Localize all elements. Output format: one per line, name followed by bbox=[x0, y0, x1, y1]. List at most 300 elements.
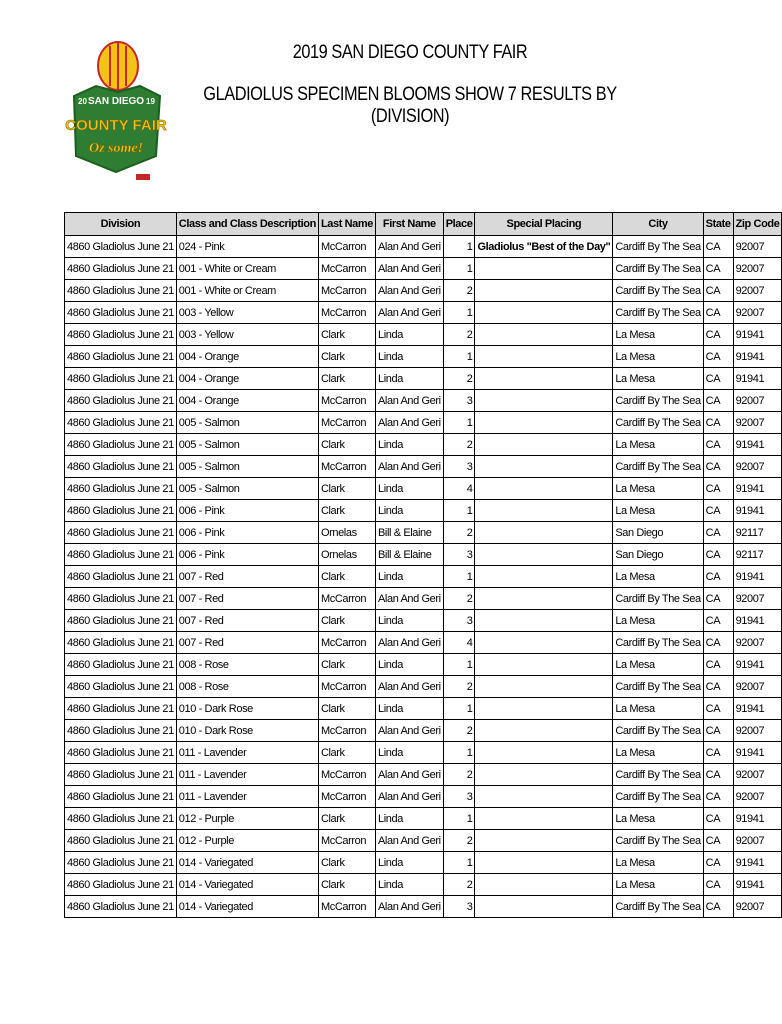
cell-class: 011 - Lavender bbox=[176, 764, 318, 786]
logo-script: Oz some! bbox=[88, 141, 144, 156]
cell-last-name: Clark bbox=[318, 610, 375, 632]
table-row bbox=[65, 258, 782, 280]
cell-state: CA bbox=[703, 830, 733, 852]
cell-state: CA bbox=[703, 566, 733, 588]
cell-place: 1 bbox=[443, 500, 475, 522]
table-row bbox=[65, 236, 782, 258]
cell-last-name: McCarron bbox=[318, 302, 375, 324]
cell-city: La Mesa bbox=[613, 346, 703, 368]
cell-last-name: McCarron bbox=[318, 412, 375, 434]
table-row bbox=[65, 654, 782, 676]
cell-last-name: Clark bbox=[318, 346, 375, 368]
cell-special-placing bbox=[475, 764, 613, 786]
cell-division: 4860 Gladiolus June 21 bbox=[65, 566, 177, 588]
cell-class: 007 - Red bbox=[176, 588, 318, 610]
cell-place: 3 bbox=[443, 896, 475, 918]
col-header-class: Class and Class Description bbox=[176, 213, 318, 236]
results-table bbox=[64, 212, 782, 918]
cell-special-placing bbox=[475, 456, 613, 478]
table-row bbox=[65, 698, 782, 720]
table-row bbox=[65, 324, 782, 346]
cell-place: 3 bbox=[443, 390, 475, 412]
table-row bbox=[65, 610, 782, 632]
cell-first-name: Alan And Geri bbox=[376, 258, 444, 280]
cell-class: 005 - Salmon bbox=[176, 456, 318, 478]
cell-special-placing bbox=[475, 390, 613, 412]
cell-last-name: Clark bbox=[318, 698, 375, 720]
cell-last-name: Clark bbox=[318, 324, 375, 346]
cell-first-name: Linda bbox=[376, 874, 444, 896]
cell-last-name: Clark bbox=[318, 434, 375, 456]
cell-place: 1 bbox=[443, 698, 475, 720]
cell-city: Cardiff By The Sea bbox=[613, 456, 703, 478]
cell-class: 006 - Pink bbox=[176, 500, 318, 522]
cell-special-placing bbox=[475, 566, 613, 588]
cell-division: 4860 Gladiolus June 21 bbox=[65, 280, 177, 302]
cell-place: 1 bbox=[443, 236, 475, 258]
cell-state: CA bbox=[703, 632, 733, 654]
cell-state: CA bbox=[703, 676, 733, 698]
table-row bbox=[65, 302, 782, 324]
cell-class: 003 - Yellow bbox=[176, 324, 318, 346]
cell-first-name: Alan And Geri bbox=[376, 632, 444, 654]
cell-place: 1 bbox=[443, 742, 475, 764]
cell-zip: 91941 bbox=[733, 368, 782, 390]
cell-zip: 92007 bbox=[733, 280, 782, 302]
table-row bbox=[65, 368, 782, 390]
col-header-first-name: First Name bbox=[376, 213, 444, 236]
cell-city: Cardiff By The Sea bbox=[613, 632, 703, 654]
cell-state: CA bbox=[703, 610, 733, 632]
cell-first-name: Alan And Geri bbox=[376, 412, 444, 434]
cell-city: La Mesa bbox=[613, 368, 703, 390]
cell-last-name: Clark bbox=[318, 478, 375, 500]
cell-city: La Mesa bbox=[613, 874, 703, 896]
cell-last-name: Clark bbox=[318, 500, 375, 522]
cell-division: 4860 Gladiolus June 21 bbox=[65, 478, 177, 500]
table-row bbox=[65, 632, 782, 654]
cell-city: La Mesa bbox=[613, 808, 703, 830]
cell-state: CA bbox=[703, 808, 733, 830]
cell-special-placing bbox=[475, 896, 613, 918]
cell-first-name: Linda bbox=[376, 654, 444, 676]
table-row bbox=[65, 478, 782, 500]
cell-place: 4 bbox=[443, 632, 475, 654]
cell-class: 004 - Orange bbox=[176, 368, 318, 390]
cell-first-name: Linda bbox=[376, 610, 444, 632]
table-row bbox=[65, 456, 782, 478]
cell-city: La Mesa bbox=[613, 742, 703, 764]
cell-state: CA bbox=[703, 280, 733, 302]
cell-division: 4860 Gladiolus June 21 bbox=[65, 874, 177, 896]
cell-last-name: McCarron bbox=[318, 676, 375, 698]
table-row bbox=[65, 830, 782, 852]
cell-city: La Mesa bbox=[613, 500, 703, 522]
cell-first-name: Linda bbox=[376, 698, 444, 720]
cell-city: La Mesa bbox=[613, 324, 703, 346]
cell-division: 4860 Gladiolus June 21 bbox=[65, 258, 177, 280]
cell-city: San Diego bbox=[613, 522, 703, 544]
cell-special-placing bbox=[475, 434, 613, 456]
cell-special-placing bbox=[475, 654, 613, 676]
cell-zip: 92007 bbox=[733, 390, 782, 412]
cell-first-name: Alan And Geri bbox=[376, 896, 444, 918]
cell-division: 4860 Gladiolus June 21 bbox=[65, 676, 177, 698]
cell-zip: 92007 bbox=[733, 786, 782, 808]
cell-special-placing bbox=[475, 280, 613, 302]
cell-last-name: McCarron bbox=[318, 896, 375, 918]
cell-last-name: McCarron bbox=[318, 236, 375, 258]
cell-class: 011 - Lavender bbox=[176, 786, 318, 808]
cell-class: 008 - Rose bbox=[176, 676, 318, 698]
cell-zip: 91941 bbox=[733, 478, 782, 500]
col-header-state: State bbox=[703, 213, 733, 236]
cell-last-name: Clark bbox=[318, 654, 375, 676]
cell-place: 3 bbox=[443, 544, 475, 566]
col-header-place: Place bbox=[443, 213, 475, 236]
cell-class: 024 - Pink bbox=[176, 236, 318, 258]
cell-first-name: Alan And Geri bbox=[376, 720, 444, 742]
cell-zip: 91941 bbox=[733, 654, 782, 676]
cell-first-name: Linda bbox=[376, 500, 444, 522]
cell-city: Cardiff By The Sea bbox=[613, 302, 703, 324]
table-row bbox=[65, 544, 782, 566]
cell-special-placing bbox=[475, 852, 613, 874]
col-header-city: City bbox=[613, 213, 703, 236]
cell-last-name: McCarron bbox=[318, 588, 375, 610]
cell-special-placing bbox=[475, 324, 613, 346]
cell-zip: 91941 bbox=[733, 610, 782, 632]
cell-zip: 92007 bbox=[733, 720, 782, 742]
cell-class: 008 - Rose bbox=[176, 654, 318, 676]
cell-place: 1 bbox=[443, 302, 475, 324]
table-row bbox=[65, 588, 782, 610]
cell-last-name: Ornelas bbox=[318, 544, 375, 566]
cell-last-name: Clark bbox=[318, 566, 375, 588]
cell-first-name: Linda bbox=[376, 808, 444, 830]
cell-place: 1 bbox=[443, 654, 475, 676]
cell-zip: 91941 bbox=[733, 698, 782, 720]
cell-division: 4860 Gladiolus June 21 bbox=[65, 544, 177, 566]
col-header-last-name: Last Name bbox=[318, 213, 375, 236]
cell-state: CA bbox=[703, 588, 733, 610]
cell-first-name: Linda bbox=[376, 368, 444, 390]
cell-city: La Mesa bbox=[613, 852, 703, 874]
cell-first-name: Alan And Geri bbox=[376, 588, 444, 610]
table-row bbox=[65, 874, 782, 896]
cell-first-name: Linda bbox=[376, 566, 444, 588]
cell-first-name: Alan And Geri bbox=[376, 280, 444, 302]
cell-state: CA bbox=[703, 544, 733, 566]
cell-special-placing bbox=[475, 478, 613, 500]
cell-city: La Mesa bbox=[613, 654, 703, 676]
cell-state: CA bbox=[703, 346, 733, 368]
cell-zip: 92007 bbox=[733, 258, 782, 280]
table-row bbox=[65, 280, 782, 302]
cell-place: 1 bbox=[443, 412, 475, 434]
page-title-line1: 2019 SAN DIEGO COUNTY FAIR bbox=[292, 42, 528, 63]
cell-first-name: Linda bbox=[376, 434, 444, 456]
cell-state: CA bbox=[703, 412, 733, 434]
cell-place: 3 bbox=[443, 610, 475, 632]
cell-last-name: McCarron bbox=[318, 786, 375, 808]
cell-first-name: Bill & Elaine bbox=[376, 522, 444, 544]
cell-special-placing bbox=[475, 830, 613, 852]
cell-place: 2 bbox=[443, 830, 475, 852]
table-row bbox=[65, 852, 782, 874]
cell-division: 4860 Gladiolus June 21 bbox=[65, 500, 177, 522]
cell-zip: 91941 bbox=[733, 346, 782, 368]
cell-division: 4860 Gladiolus June 21 bbox=[65, 808, 177, 830]
cell-place: 2 bbox=[443, 522, 475, 544]
cell-division: 4860 Gladiolus June 21 bbox=[65, 236, 177, 258]
cell-special-placing bbox=[475, 698, 613, 720]
col-header-zip: Zip Code bbox=[733, 213, 782, 236]
cell-zip: 91941 bbox=[733, 808, 782, 830]
cell-division: 4860 Gladiolus June 21 bbox=[65, 522, 177, 544]
cell-special-placing bbox=[475, 720, 613, 742]
cell-place: 3 bbox=[443, 786, 475, 808]
cell-last-name: Clark bbox=[318, 852, 375, 874]
cell-zip: 91941 bbox=[733, 500, 782, 522]
cell-state: CA bbox=[703, 236, 733, 258]
cell-city: Cardiff By The Sea bbox=[613, 720, 703, 742]
cell-city: La Mesa bbox=[613, 434, 703, 456]
cell-special-placing bbox=[475, 610, 613, 632]
cell-class: 007 - Red bbox=[176, 566, 318, 588]
table-row bbox=[65, 500, 782, 522]
logo-name-top: SAN DIEGO bbox=[87, 96, 145, 107]
cell-state: CA bbox=[703, 434, 733, 456]
cell-state: CA bbox=[703, 742, 733, 764]
cell-place: 1 bbox=[443, 808, 475, 830]
cell-zip: 92007 bbox=[733, 412, 782, 434]
cell-special-placing bbox=[475, 786, 613, 808]
cell-zip: 92007 bbox=[733, 456, 782, 478]
cell-special-placing bbox=[475, 500, 613, 522]
cell-zip: 92007 bbox=[733, 896, 782, 918]
cell-last-name: McCarron bbox=[318, 258, 375, 280]
cell-city: Cardiff By The Sea bbox=[613, 676, 703, 698]
cell-division: 4860 Gladiolus June 21 bbox=[65, 434, 177, 456]
cell-last-name: McCarron bbox=[318, 764, 375, 786]
cell-state: CA bbox=[703, 456, 733, 478]
table-row bbox=[65, 346, 782, 368]
cell-zip: 92007 bbox=[733, 830, 782, 852]
cell-place: 2 bbox=[443, 368, 475, 390]
cell-class: 006 - Pink bbox=[176, 522, 318, 544]
cell-state: CA bbox=[703, 698, 733, 720]
cell-last-name: Clark bbox=[318, 368, 375, 390]
cell-class: 005 - Salmon bbox=[176, 434, 318, 456]
cell-class: 012 - Purple bbox=[176, 808, 318, 830]
cell-special-placing bbox=[475, 522, 613, 544]
table-row bbox=[65, 412, 782, 434]
cell-special-placing bbox=[475, 588, 613, 610]
cell-division: 4860 Gladiolus June 21 bbox=[65, 896, 177, 918]
table-row bbox=[65, 742, 782, 764]
logo-year-right: 19 bbox=[146, 97, 155, 106]
col-header-division: Division bbox=[65, 213, 177, 236]
cell-city: Cardiff By The Sea bbox=[613, 412, 703, 434]
county-fair-logo bbox=[65, 38, 167, 188]
cell-place: 1 bbox=[443, 258, 475, 280]
cell-division: 4860 Gladiolus June 21 bbox=[65, 742, 177, 764]
cell-zip: 91941 bbox=[733, 324, 782, 346]
table-row bbox=[65, 786, 782, 808]
col-header-special-placing: Special Placing bbox=[475, 213, 613, 236]
cell-class: 004 - Orange bbox=[176, 346, 318, 368]
cell-city: Cardiff By The Sea bbox=[613, 830, 703, 852]
cell-first-name: Linda bbox=[376, 324, 444, 346]
cell-state: CA bbox=[703, 654, 733, 676]
cell-city: La Mesa bbox=[613, 698, 703, 720]
cell-first-name: Alan And Geri bbox=[376, 302, 444, 324]
cell-special-placing bbox=[475, 258, 613, 280]
cell-division: 4860 Gladiolus June 21 bbox=[65, 412, 177, 434]
cell-zip: 91941 bbox=[733, 852, 782, 874]
cell-city: Cardiff By The Sea bbox=[613, 258, 703, 280]
cell-state: CA bbox=[703, 500, 733, 522]
cell-place: 2 bbox=[443, 280, 475, 302]
cell-class: 014 - Variegated bbox=[176, 852, 318, 874]
cell-special-placing bbox=[475, 346, 613, 368]
cell-division: 4860 Gladiolus June 21 bbox=[65, 390, 177, 412]
cell-special-placing bbox=[475, 808, 613, 830]
cell-special-placing bbox=[475, 874, 613, 896]
cell-class: 007 - Red bbox=[176, 632, 318, 654]
cell-zip: 92007 bbox=[733, 302, 782, 324]
cell-last-name: McCarron bbox=[318, 280, 375, 302]
cell-last-name: Clark bbox=[318, 742, 375, 764]
cell-place: 2 bbox=[443, 324, 475, 346]
cell-place: 3 bbox=[443, 456, 475, 478]
cell-class: 001 - White or Cream bbox=[176, 280, 318, 302]
table-row bbox=[65, 808, 782, 830]
cell-city: Cardiff By The Sea bbox=[613, 588, 703, 610]
cell-class: 014 - Variegated bbox=[176, 874, 318, 896]
cell-zip: 92117 bbox=[733, 522, 782, 544]
cell-place: 1 bbox=[443, 566, 475, 588]
cell-state: CA bbox=[703, 478, 733, 500]
cell-division: 4860 Gladiolus June 21 bbox=[65, 456, 177, 478]
cell-zip: 91941 bbox=[733, 742, 782, 764]
cell-zip: 92007 bbox=[733, 632, 782, 654]
table-row bbox=[65, 676, 782, 698]
cell-first-name: Alan And Geri bbox=[376, 786, 444, 808]
cell-last-name: Clark bbox=[318, 874, 375, 896]
cell-division: 4860 Gladiolus June 21 bbox=[65, 698, 177, 720]
cell-division: 4860 Gladiolus June 21 bbox=[65, 852, 177, 874]
cell-division: 4860 Gladiolus June 21 bbox=[65, 632, 177, 654]
cell-class: 010 - Dark Rose bbox=[176, 698, 318, 720]
cell-first-name: Alan And Geri bbox=[376, 456, 444, 478]
cell-zip: 92007 bbox=[733, 676, 782, 698]
cell-last-name: McCarron bbox=[318, 456, 375, 478]
cell-division: 4860 Gladiolus June 21 bbox=[65, 610, 177, 632]
table-row bbox=[65, 764, 782, 786]
cell-last-name: McCarron bbox=[318, 720, 375, 742]
cell-division: 4860 Gladiolus June 21 bbox=[65, 588, 177, 610]
cell-last-name: McCarron bbox=[318, 830, 375, 852]
logo-name-bottom: COUNTY FAIR bbox=[65, 117, 167, 134]
cell-city: San Diego bbox=[613, 544, 703, 566]
cell-special-placing bbox=[475, 302, 613, 324]
cell-class: 004 - Orange bbox=[176, 390, 318, 412]
cell-class: 001 - White or Cream bbox=[176, 258, 318, 280]
table-row bbox=[65, 390, 782, 412]
cell-state: CA bbox=[703, 258, 733, 280]
cell-first-name: Linda bbox=[376, 742, 444, 764]
table-row bbox=[65, 566, 782, 588]
cell-first-name: Alan And Geri bbox=[376, 764, 444, 786]
cell-class: 006 - Pink bbox=[176, 544, 318, 566]
cell-state: CA bbox=[703, 302, 733, 324]
cell-place: 1 bbox=[443, 346, 475, 368]
cell-city: La Mesa bbox=[613, 610, 703, 632]
cell-first-name: Linda bbox=[376, 852, 444, 874]
cell-last-name: McCarron bbox=[318, 632, 375, 654]
cell-class: 014 - Variegated bbox=[176, 896, 318, 918]
cell-division: 4860 Gladiolus June 21 bbox=[65, 324, 177, 346]
cell-first-name: Linda bbox=[376, 346, 444, 368]
cell-state: CA bbox=[703, 324, 733, 346]
cell-first-name: Bill & Elaine bbox=[376, 544, 444, 566]
table-row bbox=[65, 720, 782, 742]
cell-city: La Mesa bbox=[613, 478, 703, 500]
cell-city: Cardiff By The Sea bbox=[613, 236, 703, 258]
cell-special-placing bbox=[475, 412, 613, 434]
cell-zip: 91941 bbox=[733, 874, 782, 896]
cell-class: 007 - Red bbox=[176, 610, 318, 632]
cell-first-name: Alan And Geri bbox=[376, 236, 444, 258]
cell-zip: 92007 bbox=[733, 764, 782, 786]
cell-state: CA bbox=[703, 764, 733, 786]
table-row bbox=[65, 434, 782, 456]
cell-first-name: Alan And Geri bbox=[376, 676, 444, 698]
logo-year-left: 20 bbox=[78, 97, 87, 106]
cell-place: 2 bbox=[443, 720, 475, 742]
cell-special-placing bbox=[475, 632, 613, 654]
cell-class: 005 - Salmon bbox=[176, 478, 318, 500]
cell-city: Cardiff By The Sea bbox=[613, 390, 703, 412]
cell-class: 005 - Salmon bbox=[176, 412, 318, 434]
cell-zip: 92007 bbox=[733, 588, 782, 610]
cell-last-name: McCarron bbox=[318, 390, 375, 412]
cell-last-name: Ornelas bbox=[318, 522, 375, 544]
cell-state: CA bbox=[703, 390, 733, 412]
cell-first-name: Linda bbox=[376, 478, 444, 500]
cell-first-name: Alan And Geri bbox=[376, 390, 444, 412]
cell-division: 4860 Gladiolus June 21 bbox=[65, 764, 177, 786]
cell-zip: 91941 bbox=[733, 566, 782, 588]
cell-class: 003 - Yellow bbox=[176, 302, 318, 324]
cell-city: Cardiff By The Sea bbox=[613, 896, 703, 918]
cell-special-placing: Gladiolus "Best of the Day" bbox=[475, 236, 613, 258]
cell-place: 2 bbox=[443, 434, 475, 456]
cell-last-name: Clark bbox=[318, 808, 375, 830]
cell-division: 4860 Gladiolus June 21 bbox=[65, 302, 177, 324]
cell-state: CA bbox=[703, 896, 733, 918]
cell-state: CA bbox=[703, 786, 733, 808]
cell-class: 010 - Dark Rose bbox=[176, 720, 318, 742]
cell-state: CA bbox=[703, 720, 733, 742]
cell-special-placing bbox=[475, 544, 613, 566]
cell-place: 1 bbox=[443, 852, 475, 874]
cell-special-placing bbox=[475, 676, 613, 698]
cell-zip: 92007 bbox=[733, 236, 782, 258]
cell-place: 2 bbox=[443, 764, 475, 786]
